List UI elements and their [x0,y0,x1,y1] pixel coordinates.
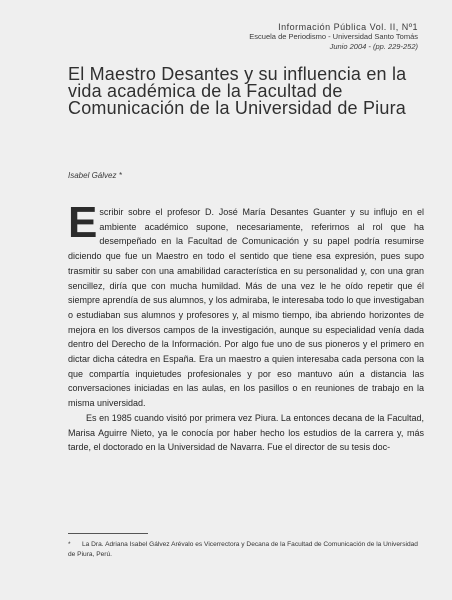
article-body [68,198,424,464]
paragraph-2: Es en 1985 cuando visitó por primera vez Piura. La entonces decana de la Facultad, Marisa Aguirre Nieto, ya le conocía por haber hecho los estudios de la carrera y, más tarde, el doctorado en la Universidad de Navarra. Fue el director de su tesis doc- [68,412,424,453]
footnote-rule [68,533,148,534]
drop-cap: E [68,198,98,247]
footnote-mark: * [68,541,71,548]
article-title: El Maestro Desantes y su influencia en la vida académica de la Facultad de Comunicación de la Universidad de Piura [68,64,407,118]
journal-issue: Junio 2004 - (pp. 229-252) [329,42,418,51]
paragraph-1-text: scribir sobre el profesor D. José María Desantes Guanter y su influjo en el ambiente académico supone, necesariamente, referirnos al rol que ha desempeñado en la Facultad de Comunicación y su papel podría resumirse diciendo que fue un Maestro en todo el sentido que tiene esa expresión, pues supo trasmitir su saber con una amabilidad característica en su personalidad y, con una gran sencillez, diría que con mucha humildad. Más de una vez le he oído repetir que él siempre aprendía de sus alumnos, y los admiraba, le interesaba todo lo que investigaban o estudiaban sus alumnos y profesores y, al mismo tiempo, iba abriendo horizontes de mejora en los diversos campos de la investigación, aunque su especialidad venía dada dentro del Derecho de la Información. Por algo fue uno de sus pioneros y el primero en dictar dicha cátedra en España. Era un maestro a quien interesaba cada persona con la que compartía inquietudes profesionales y por eso mantuvo aún a distancia las conversaciones iniciadas en las aulas, en los pasillos o en reuniones de trabajo en la misma universidad. [68,207,424,409]
journal-school: Escuela de Periodismo - Universidad Santo Tomás [249,32,418,41]
footnote [68,540,424,560]
journal-name: Información Pública Vol. II, Nº1 [278,22,418,32]
footnote-text: La Dra. Adriana Isabel Gálvez Arévalo es Vicerrectora y Decana de la Facultad de Comunicación de la Universidad de Piura, Perú. [68,541,418,558]
article-author: Isabel Gálvez * [68,171,122,180]
paragraph-1 [68,198,424,411]
journal-header [249,22,418,52]
